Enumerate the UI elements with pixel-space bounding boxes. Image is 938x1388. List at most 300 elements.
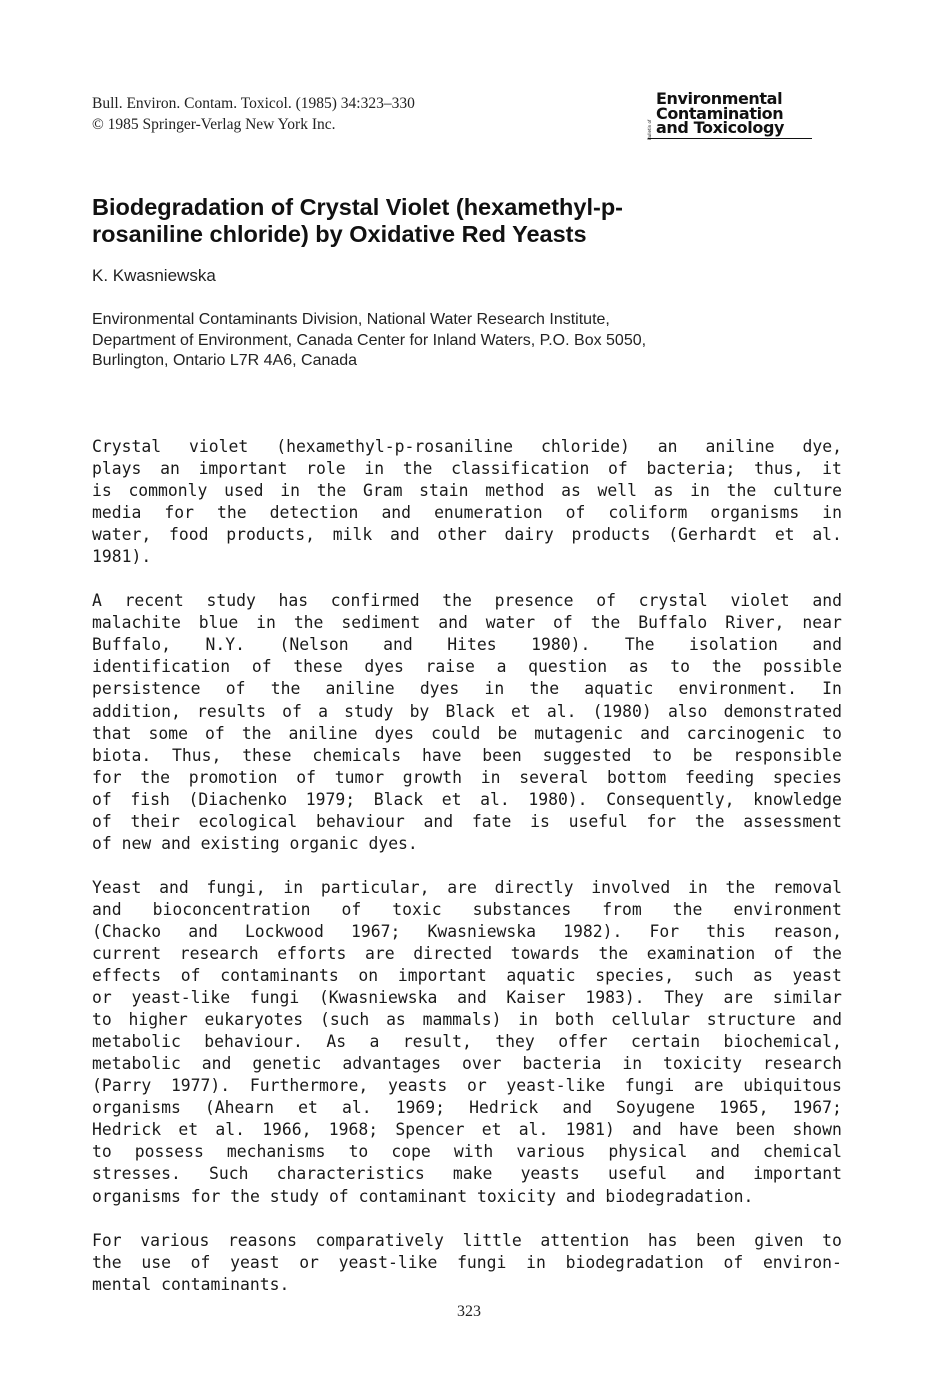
word: advantages	[342, 1054, 442, 1074]
word: Gram	[362, 481, 403, 501]
word: to	[670, 657, 691, 677]
word: from	[602, 899, 642, 919]
text-line	[92, 634, 842, 656]
word: 1966,	[262, 1120, 312, 1140]
text-line	[92, 1230, 842, 1252]
word: with	[453, 1142, 494, 1162]
word: are	[447, 877, 477, 897]
word: role	[306, 459, 346, 479]
word: persistence	[92, 679, 201, 699]
word: in	[480, 767, 501, 787]
affiliation-line: Burlington, Ontario L7R 4A6, Canada	[92, 352, 358, 369]
word: Soyugene	[616, 1098, 695, 1118]
word: or	[466, 1076, 487, 1096]
word: recent	[124, 591, 184, 611]
word: a	[496, 657, 507, 677]
word: various	[140, 1230, 210, 1250]
word: water	[485, 613, 536, 633]
word: organic	[289, 833, 359, 853]
word: also	[667, 701, 708, 721]
masthead-line: Contamination	[656, 103, 784, 123]
word: species	[772, 767, 842, 787]
word: addition,	[92, 701, 181, 721]
word: demonstrated	[723, 701, 842, 721]
word: assessment	[743, 811, 842, 831]
word: offer	[558, 1032, 608, 1052]
word: as	[653, 481, 674, 501]
word: the	[711, 657, 742, 677]
word: stain	[419, 481, 469, 501]
word: are	[693, 1076, 724, 1096]
text-line	[92, 1097, 842, 1119]
word: both	[554, 1010, 595, 1030]
text-line	[92, 987, 842, 1009]
citation-block	[92, 93, 415, 135]
word: mammals)	[422, 1010, 502, 1030]
word: be	[497, 723, 518, 743]
word: responsible	[733, 745, 842, 765]
word: organisms	[92, 1186, 181, 1206]
word: contaminants	[220, 966, 339, 986]
text-line	[92, 1031, 842, 1053]
word: isolation	[689, 635, 778, 655]
word: has	[647, 1230, 678, 1250]
word: violet	[730, 591, 790, 611]
word: and	[92, 899, 122, 919]
text-line	[92, 1274, 842, 1296]
word: fate	[471, 811, 512, 831]
word: Spencer	[395, 1120, 465, 1140]
word: this	[706, 921, 746, 941]
word: the	[598, 943, 629, 963]
word: used	[224, 481, 264, 501]
word: mental	[92, 1274, 152, 1294]
word: substances	[472, 899, 572, 919]
word: Hedrick	[469, 1098, 539, 1118]
word: the	[270, 679, 301, 699]
word: fungi,	[206, 877, 266, 897]
word: A	[92, 591, 102, 611]
author-name: K. Kwasniewska	[92, 266, 216, 285]
text-line	[92, 1075, 842, 1097]
word: the	[230, 1186, 260, 1206]
affiliation-line: Department of Environment, Canada Center for Inland Waters, P.O. Box 5050,	[92, 331, 647, 349]
text-line	[92, 436, 842, 458]
word: chloride)	[541, 437, 630, 456]
word: are	[364, 943, 395, 963]
word: 1967;	[351, 921, 401, 941]
word: a	[369, 1032, 380, 1052]
title-line: rosaniline chloride) by Oxidative Red Yeasts	[92, 221, 587, 247]
word: growth	[402, 767, 463, 787]
word: and	[423, 811, 454, 831]
word: In	[822, 679, 842, 699]
word: genetic	[252, 1054, 322, 1074]
word: of	[341, 899, 362, 919]
word: of	[92, 811, 112, 831]
word: Thus,	[172, 745, 222, 765]
text-line	[92, 1141, 842, 1163]
text-line	[92, 678, 842, 700]
text-line	[92, 899, 842, 921]
word: and	[640, 723, 670, 743]
word: involved	[591, 877, 671, 897]
word: as	[386, 1010, 406, 1030]
word: comparatively	[315, 1230, 444, 1250]
word: violet	[189, 437, 249, 456]
word: 1983).	[585, 988, 645, 1008]
text-line	[92, 502, 842, 524]
word: Lockwood	[244, 921, 324, 941]
word: an	[657, 437, 678, 456]
word: organisms	[92, 1098, 181, 1118]
word: yeast-like	[131, 988, 231, 1008]
word: on	[358, 966, 379, 986]
word: biochemical,	[723, 1032, 842, 1052]
word: et	[441, 789, 462, 809]
word: such	[693, 966, 734, 986]
word: and	[565, 1186, 596, 1206]
word: Kaiser	[506, 988, 566, 1008]
word: and	[188, 921, 218, 941]
word: cellular	[611, 1010, 691, 1030]
title-line: Biodegradation of Crystal Violet (hexamethyl-p-	[92, 194, 624, 220]
word: particular,	[320, 877, 430, 897]
word: fungi	[624, 1076, 675, 1096]
word: (Diachenko	[188, 789, 288, 809]
word: yeasts	[520, 1164, 580, 1184]
word: the	[529, 679, 560, 699]
word: to	[92, 1142, 112, 1162]
word: the	[316, 481, 347, 501]
word: in	[484, 679, 505, 699]
text-line	[92, 656, 842, 678]
body-paragraph	[92, 877, 842, 1208]
word: food	[168, 525, 209, 545]
word: shown	[792, 1120, 842, 1140]
word: of	[180, 966, 201, 986]
word: of	[282, 701, 302, 721]
word: biota.	[92, 745, 152, 765]
word: raise	[425, 657, 475, 677]
word: these	[293, 657, 343, 677]
word: bottom	[607, 767, 667, 787]
word: by	[409, 701, 430, 721]
word: malachite	[92, 613, 181, 633]
word: yeast-like	[338, 1252, 438, 1272]
word: environment	[733, 899, 842, 919]
word: The	[624, 635, 655, 655]
word: in	[822, 503, 842, 523]
word: make	[452, 1164, 493, 1184]
word: Buffalo	[638, 613, 708, 633]
word: dyes.	[368, 833, 418, 853]
word: Yeast	[92, 877, 142, 897]
word: in	[622, 1054, 643, 1074]
word: is	[92, 481, 112, 501]
word: the	[140, 767, 170, 787]
word: for	[92, 767, 122, 787]
masthead-title	[656, 89, 812, 137]
word: the	[293, 613, 324, 633]
word: towards	[510, 943, 580, 963]
word: other	[437, 525, 487, 545]
word: the	[402, 459, 433, 479]
word: Furthermore,	[249, 1076, 369, 1096]
word: or	[299, 1252, 319, 1272]
word: 1969;	[395, 1098, 446, 1118]
word: bacteria	[522, 1054, 602, 1074]
word: useful	[568, 811, 628, 831]
text-line	[92, 1009, 842, 1031]
word: 1980).	[531, 635, 591, 655]
word: of	[225, 679, 246, 699]
word: research	[179, 943, 259, 963]
word: they	[495, 1032, 535, 1052]
word: the	[812, 943, 842, 963]
word: over	[462, 1054, 502, 1074]
word: 1982).	[563, 921, 623, 941]
word: efforts	[277, 943, 347, 963]
word: these	[242, 745, 292, 765]
word: behaviour	[315, 811, 405, 831]
text-line	[92, 701, 842, 723]
text-line	[92, 480, 842, 502]
word: behaviour.	[204, 1032, 303, 1052]
text-line	[92, 877, 842, 899]
word: commonly	[128, 481, 208, 501]
word: Crystal	[92, 437, 162, 456]
word: (Gerhardt	[668, 525, 758, 545]
word: question	[528, 657, 608, 677]
word: directly	[494, 877, 574, 897]
word: of	[596, 591, 616, 611]
word: al.	[480, 789, 510, 809]
word: given	[754, 1230, 804, 1250]
word: and	[812, 635, 842, 655]
word: sediment	[341, 613, 421, 633]
text-line	[92, 590, 842, 612]
word: reason,	[772, 921, 842, 941]
word: tumor	[334, 767, 385, 787]
word: the	[725, 877, 756, 897]
word: plays	[92, 459, 142, 479]
word: dye,	[802, 437, 842, 456]
body-paragraph	[92, 590, 842, 855]
text-line	[92, 524, 842, 546]
word: dyes	[374, 723, 415, 743]
word: organisms	[710, 503, 800, 523]
word: (1980)	[592, 701, 652, 721]
word: yeast-like	[506, 1076, 606, 1096]
word: dyes	[364, 657, 404, 677]
word: Hedrick	[92, 1120, 162, 1140]
word: could	[431, 723, 481, 743]
word: for	[646, 811, 677, 831]
word: aquatic	[584, 679, 654, 699]
word: and	[562, 1098, 592, 1118]
word: in	[518, 1010, 539, 1030]
word: and	[161, 833, 191, 853]
word: that	[92, 723, 132, 743]
word: result,	[402, 1032, 472, 1052]
word: use	[141, 1252, 171, 1272]
journal-citation: Bull. Environ. Contam. Toxicol. (1985) 34:323–330	[92, 95, 415, 112]
word: and	[159, 877, 189, 897]
word: aniline	[705, 437, 775, 456]
word: an	[160, 459, 180, 479]
word: been	[735, 1120, 776, 1140]
word: water,	[92, 525, 152, 545]
affiliation-line: Environmental Contaminants Division, National Water Research Institute,	[92, 311, 610, 328]
word: similar	[772, 988, 842, 1008]
word: fungi	[249, 988, 300, 1008]
body-text	[92, 436, 842, 1318]
word: study	[344, 701, 394, 721]
word: al.	[341, 1098, 372, 1118]
word: thus,	[754, 459, 804, 479]
text-line	[92, 745, 842, 767]
word: and	[383, 635, 413, 655]
word: in	[283, 877, 304, 897]
word: attention	[540, 1230, 630, 1250]
word: confirmed	[330, 591, 420, 611]
word: to	[652, 745, 672, 765]
word: (Parry	[92, 1076, 152, 1096]
word: in	[280, 481, 300, 501]
word: coliform	[608, 503, 688, 523]
text-line	[92, 458, 842, 480]
text-line	[92, 943, 842, 965]
word: and	[812, 1010, 842, 1030]
word: of	[190, 1252, 211, 1272]
word: al.	[546, 701, 577, 721]
word: the	[92, 1252, 122, 1272]
word: and	[201, 1054, 232, 1074]
word: dairy	[504, 525, 554, 545]
word: mechanisms	[226, 1142, 326, 1162]
word: et	[774, 525, 795, 545]
word: reasons	[227, 1230, 298, 1250]
word: yeast	[230, 1252, 280, 1272]
word: various	[516, 1142, 586, 1162]
word: method	[485, 481, 545, 501]
word: stresses.	[92, 1164, 181, 1184]
word: milk	[332, 525, 373, 545]
word: (Chacko	[92, 921, 162, 941]
text-line	[92, 1163, 842, 1185]
word: in	[690, 481, 710, 501]
word: the	[672, 899, 703, 919]
word: culture	[772, 481, 842, 501]
word: knowledge	[753, 789, 842, 809]
word: ubiquitous	[743, 1076, 842, 1096]
word: of	[296, 767, 316, 787]
text-line	[92, 789, 842, 811]
word: Black	[373, 789, 424, 809]
word: of	[723, 1252, 744, 1272]
word: crystal	[638, 591, 708, 611]
word: as	[561, 481, 581, 501]
text-line	[92, 1053, 842, 1075]
word: as	[628, 657, 649, 677]
word: higher	[128, 1010, 188, 1030]
word: are	[723, 988, 754, 1008]
word: aquatic	[506, 966, 576, 986]
word: the	[241, 723, 272, 743]
word: As	[326, 1032, 347, 1052]
word: Consequently,	[606, 789, 735, 809]
word: yeasts	[388, 1076, 448, 1096]
word: the	[216, 503, 247, 523]
word: the	[442, 591, 472, 611]
word: toxicity	[477, 1186, 556, 1206]
word: et	[510, 701, 531, 721]
word: for	[190, 1186, 221, 1206]
word: effects	[92, 966, 162, 986]
word: of	[92, 789, 112, 809]
word: ecological	[198, 811, 298, 831]
word: physical	[608, 1142, 688, 1162]
word: eukaryotes	[204, 1010, 304, 1030]
word: et	[178, 1120, 199, 1140]
word: products	[571, 525, 651, 545]
word: species,	[595, 966, 675, 986]
word: results	[196, 701, 267, 721]
word: important	[753, 1164, 842, 1184]
word: to	[348, 1142, 369, 1162]
word: presence	[494, 591, 574, 611]
word: aniline	[325, 679, 395, 699]
word: (hexamethyl-p-rosaniline	[276, 437, 514, 456]
word: it	[822, 459, 842, 479]
word: bioconcentration	[152, 899, 311, 919]
word: fungi	[457, 1252, 507, 1272]
word: Hites	[447, 635, 497, 655]
word: possess	[134, 1142, 204, 1162]
page-number: 323	[457, 1303, 481, 1320]
text-line	[92, 965, 842, 987]
word: Such	[209, 1164, 249, 1184]
word: For	[649, 921, 680, 941]
word: has	[278, 591, 309, 611]
word: mutagenic	[534, 723, 624, 743]
word: been	[482, 745, 522, 765]
word: aniline	[288, 723, 358, 743]
word: cope	[391, 1142, 431, 1162]
word: as	[753, 966, 773, 986]
word: some	[148, 723, 188, 743]
word: useful	[607, 1164, 668, 1184]
text-line	[92, 833, 842, 855]
author-affiliation	[92, 310, 646, 372]
word: important	[198, 459, 288, 479]
word: directed	[413, 943, 493, 963]
word: the	[726, 481, 757, 501]
word: of	[553, 613, 573, 633]
body-paragraph	[92, 1230, 842, 1296]
word: (Kwasniewska	[318, 988, 438, 1008]
word: fish	[130, 789, 170, 809]
word: research	[762, 1054, 842, 1074]
word: in	[526, 1252, 546, 1272]
word: well	[597, 481, 638, 501]
word: several	[519, 767, 589, 787]
word: of	[608, 459, 628, 479]
word: 1980).	[528, 789, 588, 809]
word: have	[421, 745, 462, 765]
word: of	[251, 657, 272, 677]
